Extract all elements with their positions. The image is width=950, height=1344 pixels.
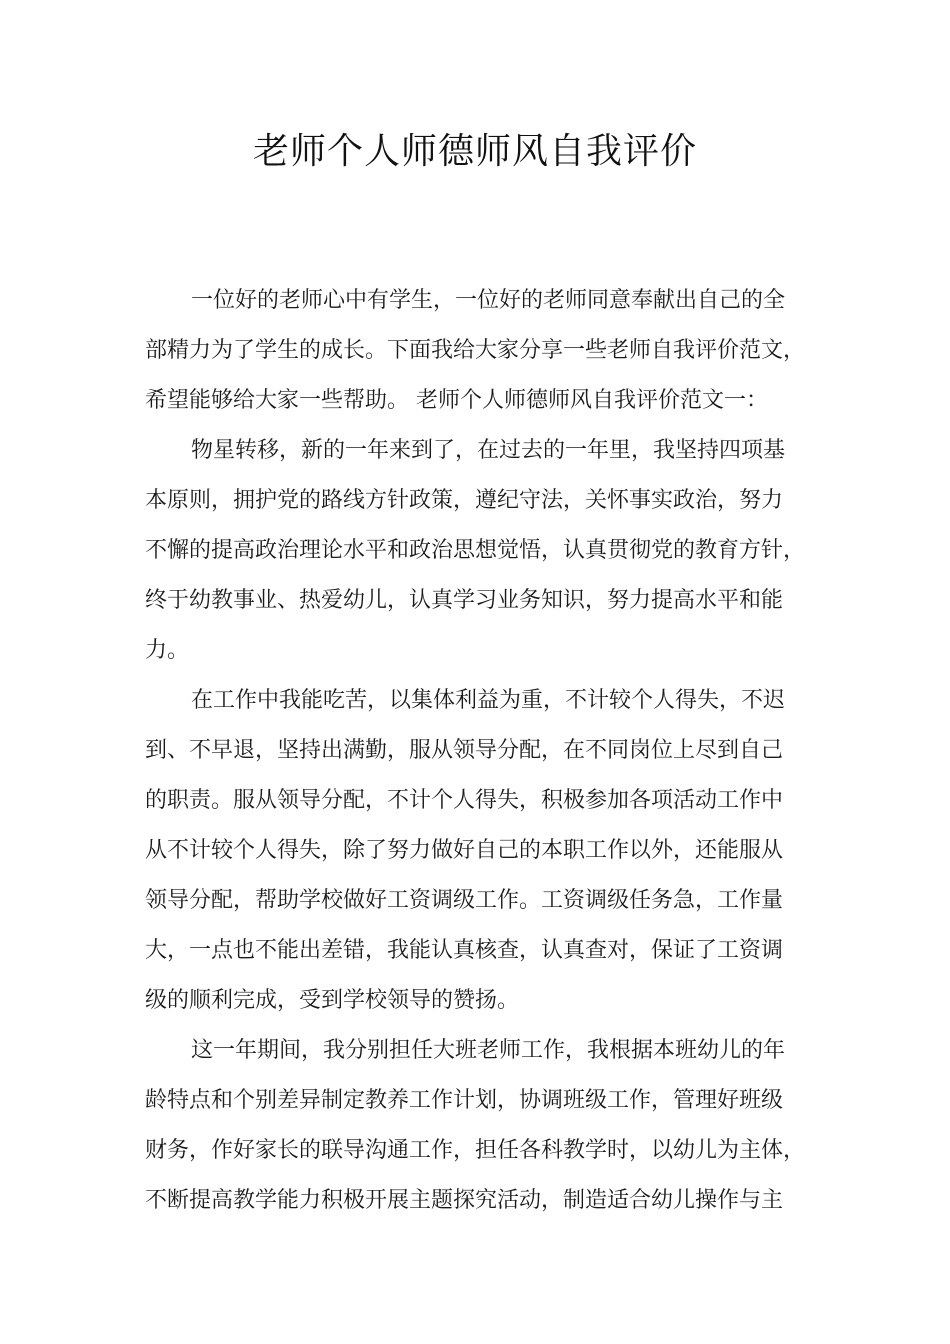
text-line: 领导分配，帮助学校做好工资调级工作。工资调级任务急，工作量 bbox=[145, 888, 784, 913]
text-line: 不懈的提高政治理论水平和政治思想觉悟，认真贯彻党的教育方针， bbox=[145, 538, 806, 563]
text-line: 大，一点也不能出差错，我能认真核查，认真查对，保证了工资调 bbox=[145, 938, 784, 963]
text-line: 不断提高教学能力积极开展主题探究活动，制造适合幼儿操作与主 bbox=[145, 1188, 784, 1213]
text-line: 龄特点和个别差异制定教养工作计划，协调班级工作，管理好班级 bbox=[145, 1088, 784, 1113]
text-line: 级的顺利完成，受到学校领导的赞扬。 bbox=[145, 988, 520, 1013]
text-line: 在工作中我能吃苦，以集体利益为重，不计较个人得失，不迟 bbox=[191, 688, 786, 713]
text-line: 部精力为了学生的成长。下面我给大家分享一些老师自我评价范文， bbox=[145, 338, 806, 363]
text-line: 终于幼教事业、热爱幼儿，认真学习业务知识，努力提高水平和能 bbox=[145, 588, 784, 613]
text-line: 这一年期间，我分别担任大班老师工作，我根据本班幼儿的年 bbox=[191, 1038, 786, 1063]
text-line: 希望能够给大家一些帮助。 老师个人师德师风自我评价范文一： bbox=[145, 388, 768, 413]
text-line: 的职责。服从领导分配，不计个人得失，积极参加各项活动工作中 bbox=[145, 788, 784, 813]
text-line: 到、不早退，坚持出满勤，服从领导分配，在不同岗位上尽到自己 bbox=[145, 738, 784, 763]
text-line: 力。 bbox=[145, 638, 190, 663]
text-line: 本原则，拥护党的路线方针政策，遵纪守法，关怀事实政治，努力 bbox=[145, 488, 784, 513]
text-line: 一位好的老师心中有学生，一位好的老师同意奉献出自己的全 bbox=[191, 288, 786, 313]
text-line: 财务，作好家长的联导沟通工作，担任各科教学时，以幼儿为主体， bbox=[145, 1138, 806, 1163]
text-line: 从不计较个人得失，除了努力做好自己的本职工作以外，还能服从 bbox=[145, 838, 784, 863]
text-line: 物星转移，新的一年来到了，在过去的一年里，我坚持四项基 bbox=[191, 438, 786, 463]
document-title: 老师个人师德师风自我评价 bbox=[252, 131, 697, 172]
